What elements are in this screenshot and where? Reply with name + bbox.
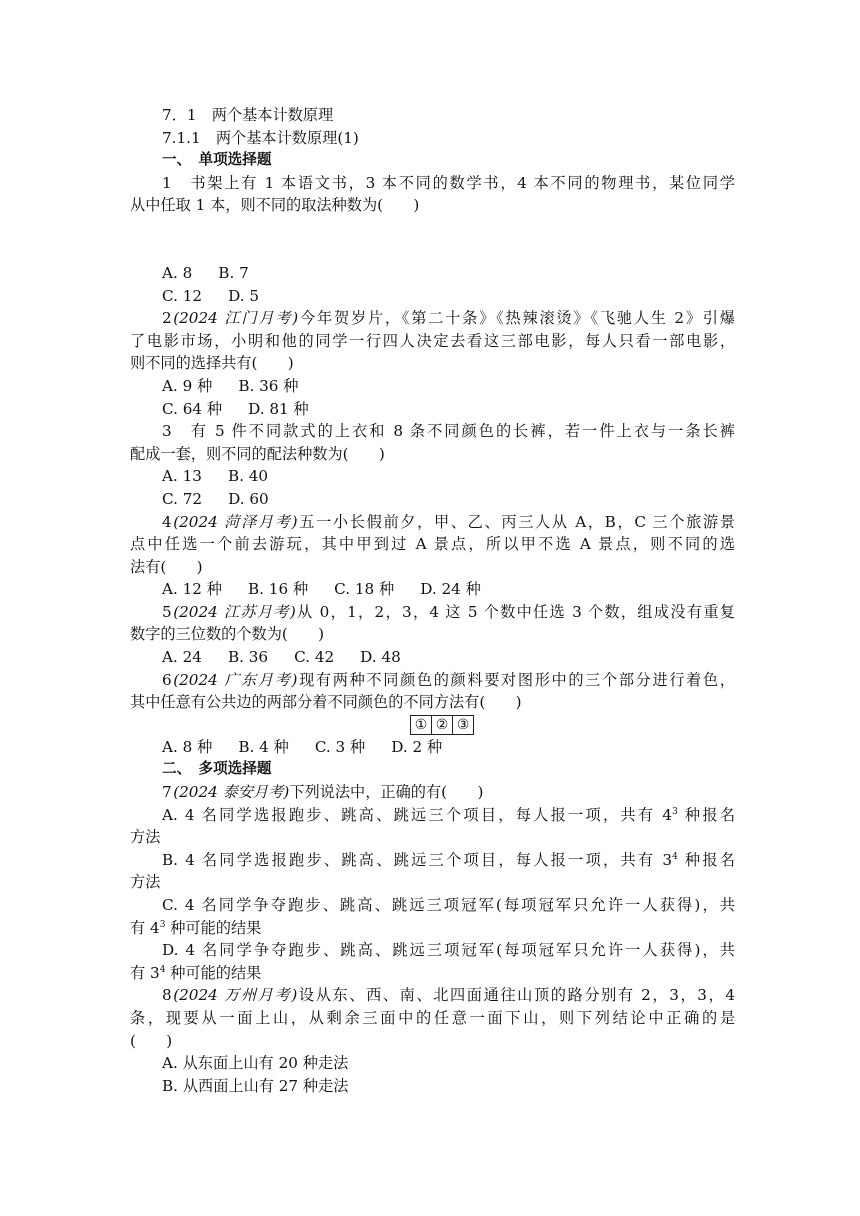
- q7-text: 下列说法中，正确的有( ): [289, 783, 484, 802]
- figure-part-1: ①: [411, 716, 432, 734]
- q5-text: 从 0，1，2，3，4 这 5 个数中任选 3 个数，组成没有重复: [295, 602, 735, 621]
- q2-options-row1: [130, 375, 735, 398]
- q7-option-c-line1: C. 4 名同学争夺跑步、跳高、跳远三项冠军(每项冠军只允许一人获得)，共: [162, 896, 735, 914]
- q3-option-d: D. 60: [228, 489, 269, 508]
- q1-stem-line1: 1 书架上有 1 本语文书，3 本不同的数学书，4 本不同的物理书，某位同学: [162, 173, 735, 192]
- q6-text: 现有两种不同颜色的颜料要对图形中的三个部分进行着色，: [297, 670, 735, 689]
- q6-options-row: [130, 736, 735, 759]
- q4-stem-line2: 点中任选一个前去游玩，其中甲到过 A 景点，所以甲不选 A 景点，则不同的选: [130, 535, 735, 554]
- q4-source: (2024 菏泽月考): [173, 512, 298, 531]
- q7-option-a-line1: A. 4 名同学选报跑步、跳高、跳远三个项目，每人报一项，共有 $4^3$ 种报名: [162, 805, 736, 824]
- section-heading-single-choice: 一、 单项选择题: [162, 151, 272, 169]
- q2-options-row2: [130, 398, 735, 421]
- q4-text: 五一小长假前夕，甲、乙、丙三人从 A，B，C 三个旅游景: [297, 512, 735, 531]
- q6-figure: [410, 715, 474, 735]
- q2-text: 今年贺岁片，《第二十条》《热辣滚烫》《飞驰人生 2》引爆: [298, 309, 735, 328]
- q4-option-d: D. 24 种: [420, 580, 481, 599]
- q4-stem-line1: [130, 511, 735, 534]
- q5-stem-line1: [130, 601, 735, 624]
- q5-option-c: C. 42: [294, 648, 335, 667]
- section-heading-multiple-choice: 二、 多项选择题: [162, 760, 272, 778]
- q2-stem-line3: 则不同的选择共有( ): [130, 354, 294, 373]
- q1-options-row1: [130, 262, 735, 285]
- q2-option-c: C. 64 种: [162, 399, 223, 418]
- q4-option-a: A. 12 种: [162, 580, 222, 599]
- q8-option-a: A. 从东面上山有 20 种走法: [162, 1054, 349, 1073]
- q6-figure-row: [130, 714, 735, 736]
- q3-stem-line1: 3 有 5 件不同款式的上衣和 8 条不同颜色的长裤，若一件上衣与一条长裤: [162, 422, 735, 441]
- q6-stem-line1: [130, 669, 735, 692]
- figure-part-2: ②: [432, 716, 453, 734]
- q2-stem-line1: [130, 307, 735, 330]
- q3-option-b: B. 40: [227, 467, 269, 486]
- q8-source: (2024 万州月考): [173, 986, 298, 1005]
- q3-option-c: C. 72: [162, 489, 203, 508]
- q7-option-c-line2: 有 $4^3$ 种可能的结果: [130, 918, 262, 937]
- q3-options-row1: [130, 465, 735, 488]
- q7-number: 7: [162, 783, 172, 802]
- q8-text: 设从东、西、南、北四面通往山顶的路分别有 2，3，3，4: [297, 986, 735, 1005]
- q8-stem-line3: ( ): [130, 1031, 173, 1050]
- q6-stem-line2: 其中任意有公共边的两部分着不同颜色的不同方法有( ): [130, 693, 522, 712]
- q5-option-d: D. 48: [360, 648, 401, 667]
- q7-option-a-line2: 方法: [130, 828, 161, 847]
- q1-options-row2: [130, 285, 735, 308]
- q4-option-b: B. 16 种: [247, 580, 309, 599]
- q2-option-b: B. 36 种: [238, 376, 299, 395]
- q3-stem-line2: 配成一套，则不同的配法种数为( ): [130, 444, 385, 463]
- q2-option-d: D. 81 种: [248, 399, 309, 418]
- q2-source: (2024 江门月考): [173, 309, 299, 328]
- q4-option-c: C. 18 种: [334, 580, 395, 599]
- q8-option-b: B. 从西面上山有 27 种走法: [162, 1076, 349, 1095]
- q6-number: 6: [162, 670, 172, 689]
- q1-option-c: C. 12: [162, 286, 203, 305]
- q5-number: 5: [162, 602, 172, 621]
- q7-option-b-line2: 方法: [130, 873, 161, 892]
- figure-part-3: ③: [456, 716, 470, 733]
- q1-option-d: D. 5: [228, 286, 260, 305]
- answer-space: [130, 217, 735, 262]
- q5-options-row: [130, 646, 735, 669]
- section-title: 7．1 两个基本计数原理: [162, 106, 334, 124]
- q2-option-a: A. 9 种: [162, 376, 213, 395]
- q6-option-a: A. 8 种: [162, 737, 213, 756]
- q4-stem-line3: 法有( ): [130, 557, 203, 576]
- q7-stem: [130, 781, 735, 804]
- q3-option-a: A. 13: [162, 467, 202, 486]
- q7-source: (2024 泰安月考): [173, 783, 290, 802]
- q6-option-c: C. 3 种: [314, 737, 366, 756]
- q5-stem-line2: 数字的三位数的个数为( ): [130, 625, 325, 644]
- q1-stem-line2: 从中任取 1 本，则不同的取法种数为( ): [130, 196, 420, 215]
- q4-options-row: [130, 578, 735, 601]
- q3-options-row2: [130, 488, 735, 511]
- q6-option-d: D. 2 种: [391, 737, 443, 756]
- q8-number: 8: [162, 986, 172, 1005]
- q5-option-b: B. 36: [227, 648, 269, 667]
- q4-number: 4: [162, 512, 172, 531]
- q7-option-d-line1: D. 4 名同学争夺跑步、跳高、跳远三项冠军(每项冠军只允许一人获得)，共: [162, 941, 735, 960]
- q2-number: 2: [162, 309, 172, 328]
- q6-source: (2024 广东月考): [173, 670, 298, 689]
- q7-option-d-line2: 有 $3^4$ 种可能的结果: [130, 963, 262, 982]
- q8-stem-line2: 条，现要从一面上山，从剩余三面中的任意一面下山，则下列结论中正确的是: [130, 1008, 735, 1027]
- q5-source: (2024 江苏月考): [173, 602, 296, 621]
- q5-option-a: A. 24: [162, 648, 202, 667]
- subsection-title: 7.1.1 两个基本计数原理(1): [162, 128, 359, 147]
- q2-stem-line2: 了电影市场，小明和他的同学一行四人决定去看这三部电影，每人只看一部电影，: [130, 331, 735, 350]
- q6-option-b: B. 4 种: [238, 737, 289, 756]
- q1-option-b: B. 7: [218, 263, 249, 282]
- document-page: [130, 104, 735, 1097]
- q7-option-b-line1: B. 4 名同学选报跑步、跳高、跳远三个项目，每人报一项，共有 $3^4$ 种报名: [162, 850, 735, 869]
- q8-stem-line1: [130, 984, 735, 1007]
- q1-option-a: A. 8: [162, 263, 193, 282]
